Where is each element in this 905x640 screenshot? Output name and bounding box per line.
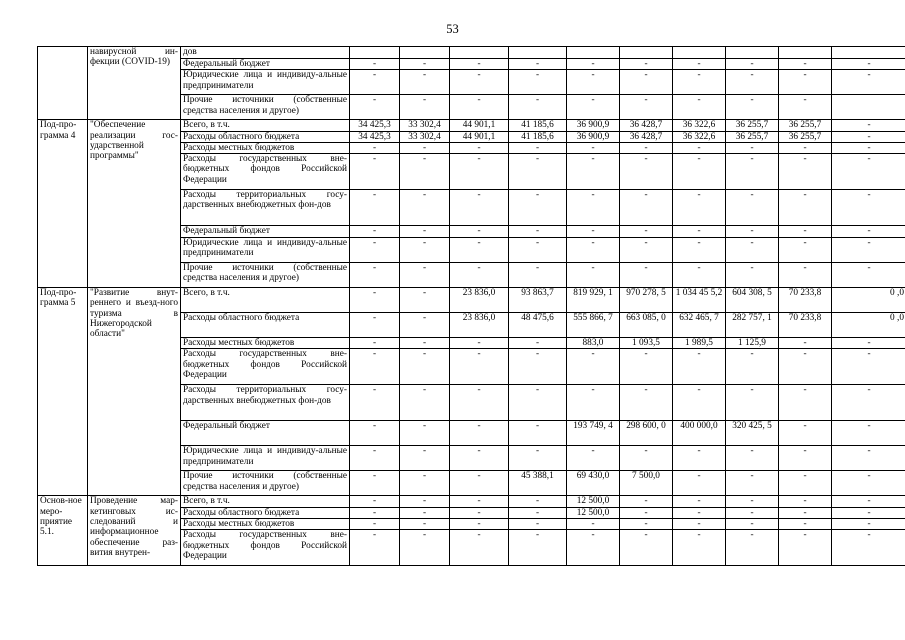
value-cell: 36 322,6 [673, 131, 726, 142]
value-cell: - [400, 59, 450, 70]
value-cell: - [726, 154, 779, 190]
value-cell: - [673, 530, 726, 566]
value-cell: - [620, 507, 673, 518]
value-cell: - [726, 95, 779, 120]
value-cell: - [779, 338, 832, 349]
value-cell: - [400, 95, 450, 120]
value-cell: - [400, 142, 450, 153]
value-cell: - [350, 349, 400, 385]
value-cell: - [450, 519, 509, 530]
value-cell: - [832, 190, 905, 226]
value-cell: - [832, 226, 905, 238]
value-cell: - [567, 70, 620, 95]
value-cell: - [400, 288, 450, 313]
value-cell: - [726, 385, 779, 421]
value-cell: - [450, 349, 509, 385]
value-cell: - [620, 530, 673, 566]
funding-source-cell: Федеральный бюджет [181, 59, 350, 70]
value-cell [450, 47, 509, 59]
value-cell: 44 901,1 [450, 120, 509, 131]
value-cell: - [726, 519, 779, 530]
value-cell: - [726, 263, 779, 288]
value-cell: 70 233,8 [779, 288, 832, 313]
value-cell: 12 500,0 [567, 496, 620, 507]
value-cell: - [779, 190, 832, 226]
value-cell: - [673, 238, 726, 263]
table-row [38, 288, 905, 313]
value-cell: - [620, 95, 673, 120]
value-cell: - [673, 70, 726, 95]
funding-source-cell: Расходы территориальных госу-дарственных внебюджетных фон-дов [181, 385, 350, 421]
value-cell: - [509, 519, 567, 530]
value-cell: - [779, 238, 832, 263]
value-cell: - [726, 190, 779, 226]
value-cell: - [567, 226, 620, 238]
value-cell: - [567, 59, 620, 70]
value-cell: - [779, 530, 832, 566]
value-cell: - [400, 446, 450, 471]
value-cell: - [779, 385, 832, 421]
value-cell: - [509, 238, 567, 263]
program-name-cell: "Обеспечение реализации гос-ударственной программы" [88, 120, 181, 288]
value-cell: 36 255,7 [726, 131, 779, 142]
value-cell: - [779, 421, 832, 446]
value-cell: - [779, 471, 832, 496]
funding-source-cell: Всего, в т.ч. [181, 496, 350, 507]
value-cell: 0 ,0 [832, 313, 905, 338]
value-cell: - [450, 496, 509, 507]
value-cell: - [779, 496, 832, 507]
value-cell: - [673, 496, 726, 507]
value-cell: - [832, 471, 905, 496]
funding-source-cell: Расходы местных бюджетов [181, 142, 350, 153]
value-cell: - [450, 471, 509, 496]
table-row [38, 120, 905, 131]
value-cell [779, 47, 832, 59]
value-cell: - [620, 496, 673, 507]
value-cell [509, 47, 567, 59]
funding-source-cell: Федеральный бюджет [181, 226, 350, 238]
value-cell: - [350, 95, 400, 120]
value-cell: - [620, 238, 673, 263]
value-cell: - [350, 154, 400, 190]
value-cell: - [673, 507, 726, 518]
program-name-cell: "Развитие внут-реннего и въезд-ного туризма в Нижегородской области" [88, 288, 181, 496]
funding-source-cell: Юридические лица и индивиду-альные предприниматели [181, 70, 350, 95]
value-cell [673, 47, 726, 59]
value-cell: - [832, 120, 905, 131]
funding-source-cell: Всего, в т.ч. [181, 120, 350, 131]
value-cell: - [400, 154, 450, 190]
value-cell: - [726, 70, 779, 95]
value-cell: 23 836,0 [450, 288, 509, 313]
value-cell: - [350, 471, 400, 496]
value-cell: - [400, 190, 450, 226]
value-cell: 70 233,8 [779, 313, 832, 338]
value-cell: 400 000,0 [673, 421, 726, 446]
value-cell: - [673, 142, 726, 153]
funding-source-cell: Расходы местных бюджетов [181, 519, 350, 530]
value-cell: - [567, 385, 620, 421]
value-cell: - [400, 421, 450, 446]
value-cell: - [620, 263, 673, 288]
value-cell: - [832, 59, 905, 70]
value-cell: - [400, 338, 450, 349]
value-cell [567, 47, 620, 59]
value-cell: - [400, 70, 450, 95]
value-cell: - [509, 190, 567, 226]
value-cell: - [832, 385, 905, 421]
value-cell: - [509, 59, 567, 70]
value-cell: 48 475,6 [509, 313, 567, 338]
value-cell: - [832, 349, 905, 385]
value-cell: - [350, 142, 400, 153]
value-cell: - [400, 507, 450, 518]
value-cell: 1 989,5 [673, 338, 726, 349]
value-cell: - [832, 238, 905, 263]
value-cell: - [350, 70, 400, 95]
value-cell: 36 255,7 [779, 131, 832, 142]
value-cell: - [726, 496, 779, 507]
value-cell: - [673, 349, 726, 385]
funding-source-cell: Расходы территориальных госу-дарственных внебюджетных фон-дов [181, 190, 350, 226]
funding-source-cell: Расходы областного бюджета [181, 131, 350, 142]
value-cell: 34 425,3 [350, 131, 400, 142]
value-cell: - [726, 226, 779, 238]
value-cell: - [779, 349, 832, 385]
value-cell: - [832, 446, 905, 471]
value-cell: 1 034 45 5,2 [673, 288, 726, 313]
value-cell: - [509, 70, 567, 95]
value-cell [350, 47, 400, 59]
value-cell: - [673, 154, 726, 190]
value-cell: 45 388,1 [509, 471, 567, 496]
value-cell: 34 425,3 [350, 120, 400, 131]
value-cell: - [350, 446, 400, 471]
value-cell: - [400, 471, 450, 496]
value-cell: - [509, 95, 567, 120]
value-cell: - [832, 496, 905, 507]
value-cell: 69 430,0 [567, 471, 620, 496]
value-cell: - [567, 238, 620, 263]
value-cell: - [567, 190, 620, 226]
value-cell: - [620, 59, 673, 70]
value-cell: - [400, 313, 450, 338]
value-cell: - [779, 446, 832, 471]
value-cell: - [779, 519, 832, 530]
value-cell: - [350, 421, 400, 446]
value-cell: - [832, 421, 905, 446]
value-cell: - [450, 226, 509, 238]
value-cell: - [509, 507, 567, 518]
value-cell: - [726, 507, 779, 518]
value-cell: - [400, 385, 450, 421]
value-cell: - [726, 530, 779, 566]
value-cell: - [509, 142, 567, 153]
value-cell: - [673, 446, 726, 471]
value-cell [832, 47, 905, 59]
value-cell: 819 929, 1 [567, 288, 620, 313]
value-cell: - [400, 238, 450, 263]
funding-source-cell: Прочие источники (собственные средства населения и другое) [181, 95, 350, 120]
value-cell: - [620, 385, 673, 421]
value-cell: - [620, 446, 673, 471]
value-cell: - [620, 519, 673, 530]
value-cell: - [400, 263, 450, 288]
value-cell: - [726, 349, 779, 385]
value-cell: - [620, 142, 673, 153]
value-cell: - [779, 95, 832, 120]
value-cell: - [726, 142, 779, 153]
value-cell: 7 500,0 [620, 471, 673, 496]
value-cell [726, 47, 779, 59]
value-cell [400, 47, 450, 59]
value-cell: - [567, 446, 620, 471]
page-number: 53 [446, 22, 459, 36]
funding-source-cell: Прочие источники (собственные средства населения и другое) [181, 263, 350, 288]
funding-source-cell: Расходы областного бюджета [181, 313, 350, 338]
value-cell [620, 47, 673, 59]
value-cell [832, 95, 905, 120]
value-cell: - [350, 59, 400, 70]
value-cell: - [450, 59, 509, 70]
value-cell: - [350, 190, 400, 226]
value-cell: - [567, 95, 620, 120]
value-cell: - [779, 226, 832, 238]
value-cell: 970 278, 5 [620, 288, 673, 313]
value-cell: - [450, 530, 509, 566]
value-cell: - [450, 446, 509, 471]
value-cell: - [509, 338, 567, 349]
value-cell: - [673, 519, 726, 530]
value-cell: - [400, 519, 450, 530]
value-cell: - [509, 496, 567, 507]
value-cell: 23 836,0 [450, 313, 509, 338]
value-cell: - [509, 446, 567, 471]
value-cell: - [832, 131, 905, 142]
value-cell: - [450, 507, 509, 518]
value-cell: - [450, 263, 509, 288]
value-cell: - [673, 471, 726, 496]
value-cell: - [567, 263, 620, 288]
program-code-cell: Под-про-грамма 5 [38, 288, 88, 496]
value-cell: - [350, 238, 400, 263]
value-cell: - [832, 507, 905, 518]
value-cell: 36 900,9 [567, 131, 620, 142]
value-cell: 632 465, 7 [673, 313, 726, 338]
funding-source-cell: Федеральный бюджет [181, 421, 350, 446]
value-cell: - [509, 421, 567, 446]
value-cell: 36 255,7 [726, 120, 779, 131]
value-cell: - [350, 507, 400, 518]
value-cell: 33 302,4 [400, 120, 450, 131]
value-cell: - [832, 530, 905, 566]
value-cell: - [400, 349, 450, 385]
value-cell: - [400, 496, 450, 507]
value-cell: - [779, 263, 832, 288]
value-cell: - [620, 349, 673, 385]
value-cell: - [350, 338, 400, 349]
value-cell: - [832, 338, 905, 349]
table-row [38, 47, 905, 59]
value-cell: - [832, 263, 905, 288]
value-cell: 298 600, 0 [620, 421, 673, 446]
value-cell: 44 901,1 [450, 131, 509, 142]
program-name-cell: навирусной ин-фекции (COVID-19) [88, 47, 181, 120]
value-cell: 883,0 [567, 338, 620, 349]
value-cell: 0 ,0 [832, 288, 905, 313]
value-cell: - [350, 226, 400, 238]
funding-source-cell: Расходы государственных вне-бюджетных фондов Российской Федерации [181, 154, 350, 190]
value-cell: 1 093,5 [620, 338, 673, 349]
value-cell: - [567, 519, 620, 530]
funding-source-cell: Расходы государственных вне-бюджетных фондов Российской Федерации [181, 349, 350, 385]
value-cell: - [726, 471, 779, 496]
value-cell: - [567, 154, 620, 190]
value-cell: - [450, 70, 509, 95]
value-cell: - [509, 530, 567, 566]
funding-source-cell: Юридические лица и индивиду-альные предприниматели [181, 446, 350, 471]
value-cell: - [450, 190, 509, 226]
program-code-cell [38, 47, 88, 120]
value-cell: - [779, 154, 832, 190]
value-cell: - [779, 70, 832, 95]
funding-source-cell: Расходы государственных вне-бюджетных фондов Российской Федерации [181, 530, 350, 566]
value-cell: - [673, 263, 726, 288]
value-cell: - [450, 338, 509, 349]
value-cell: - [779, 142, 832, 153]
value-cell: - [832, 142, 905, 153]
funding-source-cell: Всего, в т.ч. [181, 288, 350, 313]
value-cell: 93 863,7 [509, 288, 567, 313]
value-cell: - [450, 385, 509, 421]
funding-source-cell: Расходы областного бюджета [181, 507, 350, 518]
value-cell: - [450, 95, 509, 120]
value-cell: - [832, 70, 905, 95]
value-cell: - [350, 530, 400, 566]
value-cell: - [350, 519, 400, 530]
value-cell: - [567, 142, 620, 153]
value-cell: - [620, 190, 673, 226]
budget-table [37, 46, 905, 566]
program-code-cell: Основ-ное меро-приятие 5.1. [38, 496, 88, 566]
value-cell: 36 428,7 [620, 131, 673, 142]
value-cell: - [726, 59, 779, 70]
value-cell: 36 900,9 [567, 120, 620, 131]
value-cell: - [350, 288, 400, 313]
value-cell: - [350, 496, 400, 507]
value-cell: - [779, 59, 832, 70]
value-cell: 555 866, 7 [567, 313, 620, 338]
value-cell: - [620, 226, 673, 238]
value-cell: - [673, 59, 726, 70]
value-cell: - [832, 519, 905, 530]
value-cell: 41 185,6 [509, 131, 567, 142]
value-cell: - [673, 95, 726, 120]
value-cell: 36 322,6 [673, 120, 726, 131]
value-cell: - [567, 349, 620, 385]
value-cell: - [450, 421, 509, 446]
value-cell: - [509, 349, 567, 385]
value-cell: - [350, 313, 400, 338]
value-cell: - [509, 226, 567, 238]
value-cell: - [567, 530, 620, 566]
table-row [38, 496, 905, 507]
value-cell: 663 085, 0 [620, 313, 673, 338]
funding-source-cell: Расходы местных бюджетов [181, 338, 350, 349]
value-cell: - [400, 530, 450, 566]
value-cell: 193 749, 4 [567, 421, 620, 446]
value-cell: 12 500,0 [567, 507, 620, 518]
value-cell: 36 428,7 [620, 120, 673, 131]
value-cell: - [673, 385, 726, 421]
value-cell: - [620, 154, 673, 190]
value-cell: 36 255,7 [779, 120, 832, 131]
value-cell: - [620, 70, 673, 95]
value-cell: 33 302,4 [400, 131, 450, 142]
value-cell: 41 185,6 [509, 120, 567, 131]
program-code-cell: Под-про-грамма 4 [38, 120, 88, 288]
value-cell: - [509, 385, 567, 421]
funding-source-cell: Юридические лица и индивиду-альные предприниматели [181, 238, 350, 263]
program-name-cell: Проведение мар-кетинговых ис-следований и информационное обеспечение раз-вития внутрен- [88, 496, 181, 566]
value-cell: - [509, 154, 567, 190]
value-cell: - [832, 154, 905, 190]
funding-source-cell: Прочие источники (собственные средства населения и другое) [181, 471, 350, 496]
value-cell: - [450, 142, 509, 153]
value-cell: - [726, 446, 779, 471]
value-cell: 1 125,9 [726, 338, 779, 349]
funding-source-cell: дов [181, 47, 350, 59]
value-cell: - [779, 507, 832, 518]
value-cell: 320 425, 5 [726, 421, 779, 446]
value-cell: 282 757, 1 [726, 313, 779, 338]
value-cell: - [673, 190, 726, 226]
value-cell: - [400, 226, 450, 238]
value-cell: - [450, 238, 509, 263]
value-cell: - [350, 385, 400, 421]
value-cell: - [673, 226, 726, 238]
value-cell: - [350, 263, 400, 288]
value-cell: 604 308, 5 [726, 288, 779, 313]
value-cell: - [509, 263, 567, 288]
value-cell: - [450, 154, 509, 190]
value-cell: - [726, 238, 779, 263]
